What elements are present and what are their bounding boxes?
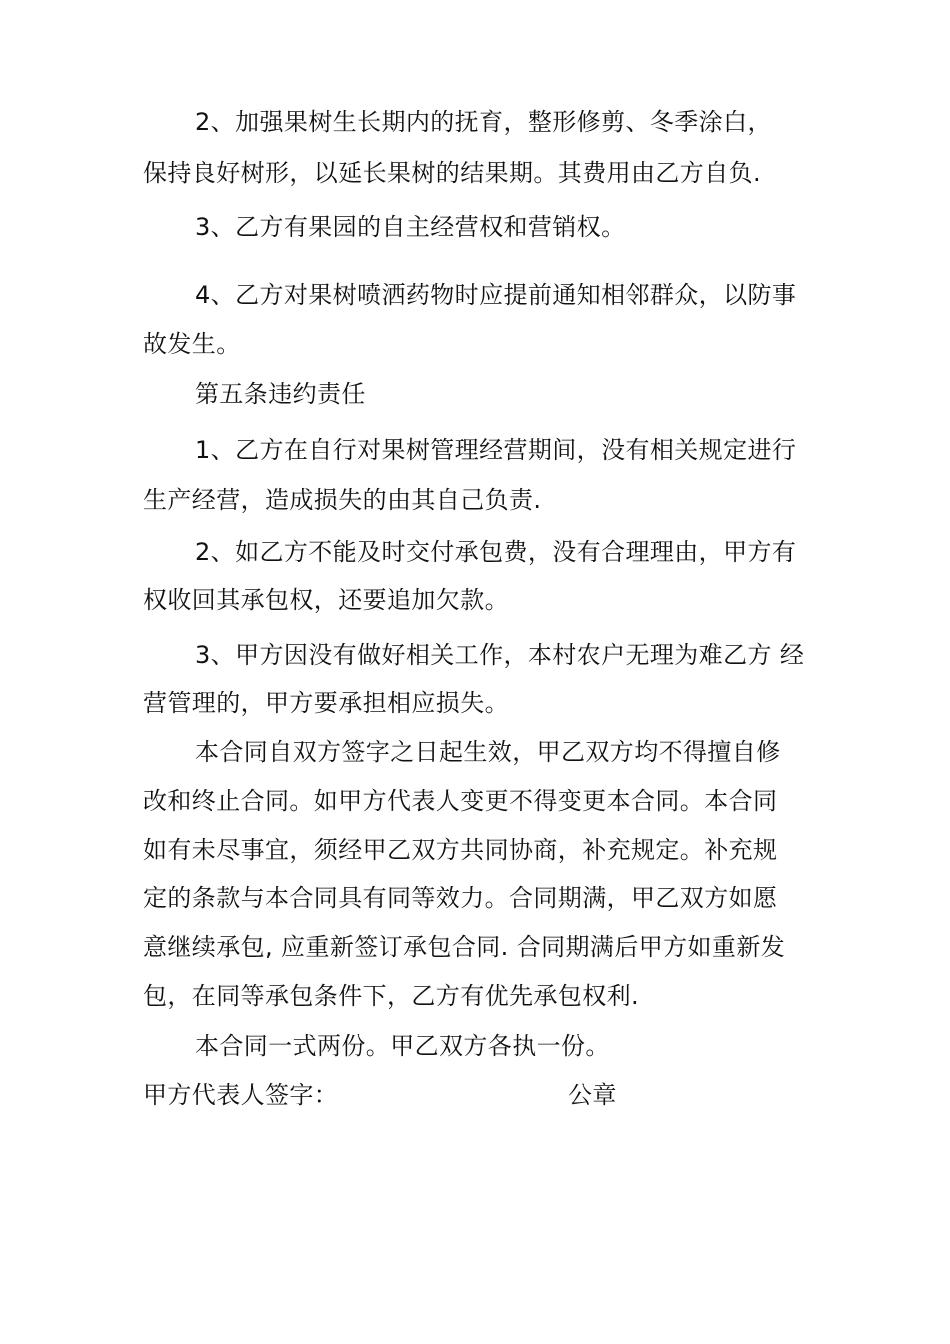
copies-paragraph: 本合同一式两份。甲乙双方各执一份。 xyxy=(195,1032,610,1060)
clause-5-2-line-1: 2、如乙方不能及时交付承包费，没有合理理由，甲方有 xyxy=(195,538,797,566)
section-5-heading: 第五条违约责任 xyxy=(195,380,366,408)
clause-5-1-line-2: 生产经营，造成损失的由其自己负责. xyxy=(143,486,542,514)
clause-4-2-line-1: 2、加强果树生长期内的抚育，整形修剪、冬季涂白， xyxy=(195,108,772,136)
clause-5-1-line-1: 1、乙方在自行对果树管理经营期间，没有相关规定进行 xyxy=(195,436,797,464)
clause-4-4-line-1: 4、乙方对果树喷洒药物时应提前通知相邻群众，以防事 xyxy=(195,281,797,309)
signature-label: 甲方代表人签字： xyxy=(143,1081,339,1109)
effect-paragraph-line-2: 改和终止合同。如甲方代表人变更不得变更本合同。本合同 xyxy=(143,787,778,815)
effect-paragraph-line-3: 如有未尽事宜，须经甲乙双方共同协商，补充规定。补充规 xyxy=(143,836,778,864)
effect-paragraph-line-1: 本合同自双方签字之日起生效，甲乙双方均不得擅自修 xyxy=(195,738,781,766)
effect-paragraph-line-4: 定的条款与本合同具有同等效力。合同期满，甲乙双方如愿 xyxy=(143,884,778,912)
seal-label: 公章 xyxy=(568,1081,617,1109)
clause-5-2-line-2: 权收回其承包权，还要追加欠款。 xyxy=(143,586,509,614)
effect-paragraph-line-6: 包，在同等承包条件下，乙方有优先承包权利. xyxy=(143,982,640,1010)
clause-5-3-line-1: 3、甲方因没有做好相关工作，本村农户无理为难乙方 经 xyxy=(195,641,805,669)
clause-4-3: 3、乙方有果园的自主经营权和营销权。 xyxy=(195,213,626,241)
clause-4-4-line-2: 故发生。 xyxy=(143,330,241,358)
effect-paragraph-line-5: 意继续承包, 应重新签订承包合同. 合同期满后甲方如重新发 xyxy=(143,933,786,961)
clause-4-2-line-2: 保持良好树形，以延长果树的结果期。其费用由乙方自负. xyxy=(143,159,762,187)
clause-5-3-line-2: 营管理的，甲方要承担相应损失。 xyxy=(143,689,509,717)
